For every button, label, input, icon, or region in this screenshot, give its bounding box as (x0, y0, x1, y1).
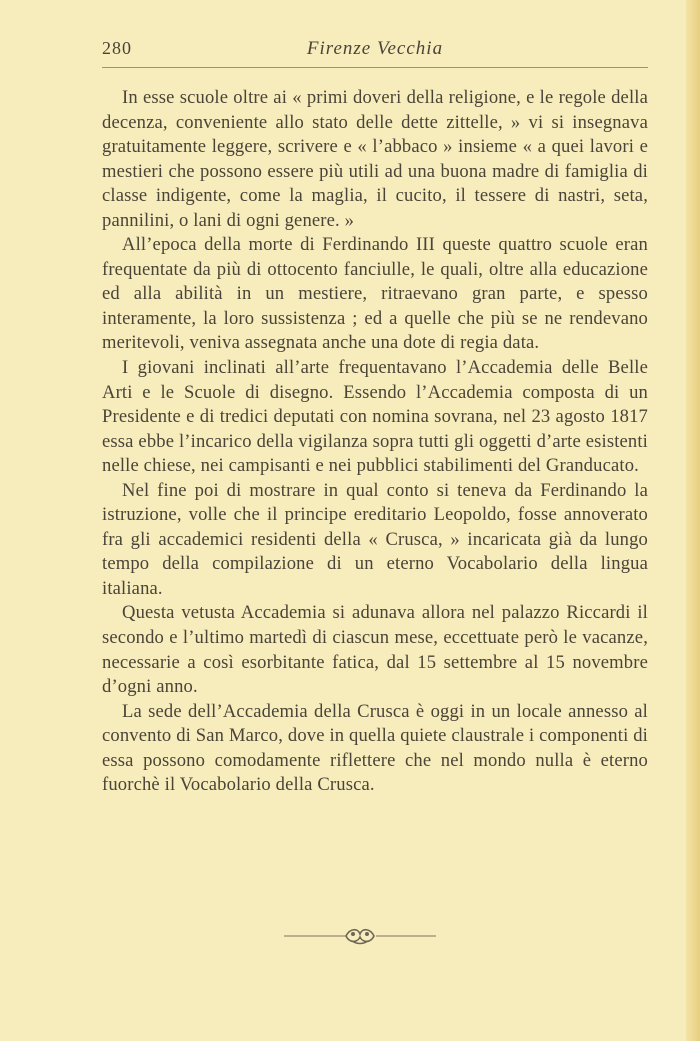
paragraph: La sede dell’Accademia della Crusca è oggi in un locale annesso al convento di San Marco, dove in quella quiete claustrale i componenti di essa possono comodamente riflettere che nel mondo nulla è eterno fuorchè il Vocabolario della Crusca. (102, 700, 648, 796)
body-text (102, 86, 648, 798)
paragraph: Questa vetusta Accademia si adunava allora nel palazzo Riccardi il secondo e l’ultimo martedì di ciascun mese, eccettuate però le vacanze, necessarie a così esorbitante fatica, dal 15 settembre al 15 novembre d’ogni anno. (102, 602, 648, 698)
paragraph: Nel fine poi di mostrare in qual conto si teneva da Ferdinando la istruzione, volle che il principe ereditario Leopoldo, fosse annoverato fra gli accademici residenti della « Crusca, » incaricata già da lungo tempo della compilazione di un eterno Vocabolario della lingua italiana. (102, 479, 648, 599)
paragraph: I giovani inclinati all’arte frequentavano l’Accademia delle Belle Arti e le Scuole di disegno. Essendo l’Accademia composta di un Presidente e di tredici deputati con nomina sovrana, nel 23 agosto 1817 essa ebbe l’incarico della vigilanza sopra tutti gli oggetti d’arte esistenti nelle chiese, nei campisanti e nei pubblici stabilimenti del Granducato. (102, 357, 648, 477)
running-header (102, 38, 648, 64)
paragraph: In esse scuole oltre ai « primi doveri della religione, e le regole della decenza, conveniente allo stato delle dette zittelle, » vi si insegnava gratuitamente leggere, scrivere e « l’abbaco » insieme « a quei lavori e mestieri che possono essere più utili ad una buona madre di famiglia di classe indigente, come la maglia, il cucito, il tessere di nastri, seta, pannilini, o lani di ogni genere. » (102, 87, 648, 231)
running-title: Firenze Vecchia (306, 38, 444, 59)
page-edge (686, 0, 700, 1041)
paragraph: All’epoca della morte di Ferdinando III queste quattro scuole eran frequentate da più di ottocento fanciulle, le quali, oltre alla educazione ed alla abilità in un mestiere, ritraevano gran parte, e spesso interamente, la loro sussistenza ; ed a quelle che più se ne rendevano meritevoli, veniva assegnata anche una dote di regia data. (102, 234, 648, 354)
header-rule (102, 67, 648, 68)
page-number: 280 (102, 38, 132, 58)
tailpiece-ornament (280, 922, 440, 950)
